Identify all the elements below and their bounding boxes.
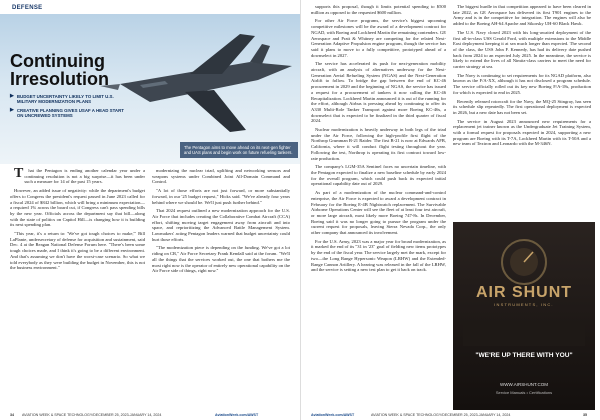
publication-line: AVIATION WEEK & SPACE TECHNOLOGY/DECEMBER 25, 2023-JANUARY 14, 2024 — [22, 413, 162, 417]
article-paragraph: "A lot of those efforts are not just forward, or more substantially forward, in our '25 budget request," Hicks said. "We've already four years behind where we should be. We'll just push further behind." — [152, 188, 290, 205]
article-paragraph: For the U.S. Army, 2023 was a major year for broad modernization, as it marked the end of its "31 in '23" goal of fielding new items prototypes by the end of the fiscal year. The service largely met the mark, except for two—the Long Range Hypersonic Weapon (LRHW) and the Extended-Range Cannon Artillery. A hearing was released in the fall of the LRHW, and the service is setting a new test plan to get it back on track. — [311, 238, 446, 273]
article-paragraph: supports this proposal, though it limits potential spending to $500 million as opposed to the requested $600 million. — [311, 4, 446, 15]
photo-caption: The Pentagon aims to move ahead on its next-gen fighter and UAS plans and begin work on future refueling tankers. — [180, 142, 298, 158]
article-paragraph: As part of a modernization of the nuclear command-and-control enterprise, the Air Force is expected to award a development contract in February for the Boeing E-4B Nightwatch replacement. The Survivable Airborne Operations Center will see the fleet of at least four test aircraft, or more large aircraft, most likely more Boeing 747-8s. In December, Boeing said it was no longer going to pursue the program under the current request for proposals, leaving Sierra Nevada Corp., the only other company that announced its involvement. — [311, 190, 446, 236]
publication-line: AVIATION WEEK & SPACE TECHNOLOGY/DECEMBER 25, 2023-JANUARY 14, 2024 — [371, 413, 511, 417]
article-paragraph: That 2024 request outlined a new modernization approach for the U.S. Air Force that includes creating the Collaborative Combat Aircraft (CCA) effort, shifting moving target engagement away from aircraft and into space, and reprioritizing the Advanced Battle Management System. Lawmakers' acting Pentagon leaders warned that budget uncertainty could hurt those efforts. — [152, 208, 290, 242]
article-column-2 — [152, 168, 290, 408]
article-paragraph: "The modernization piece is depending on the funding. We've got a lot riding on CR," Air Force Secretary Frank Kendall said at the forum. "We'll all the things that the services worked out, the one that bothers me the most right now is the operator of entirely new operational capability on the Air Force side of things, right now." — [152, 245, 290, 274]
deck-bullet — [10, 108, 130, 118]
ad-subbrand: INSTRUMENTS, INC. — [494, 302, 554, 307]
article-column-4 — [453, 4, 591, 219]
article-paragraph: The service has accelerated its push for next-generation mobility aircraft, with an analysis of alternatives underway for the Next-Generation Aerial Refueling System (NGAS) and the Next-Generation Airlift to follow. To bridge the gap between the end of KC-46 procurement in 2029 and the beginning of NGAS, the service has issued a request for a procurement of tankers it now calling the KC-46 Recapitalization. Lockheed Martin announced it is out of the running for the effort, although Airbus is pressing ahead by continuing to offer its A330 Multi-Role Tanker Transport against more Boeing KC-46s, a downselect that is expected to be finalized in the third quarter of fiscal 2024. — [311, 61, 446, 124]
article-paragraph: Recently released rotorcraft for the Navy, the MQ-25 Stingray, has seen its schedule slip repeatedly. The first operational deployment is expected in 2026, but a new date has not been set. — [453, 98, 591, 115]
article-column-3 — [311, 4, 446, 408]
article-paragraph: modernizing the nuclear triad, uplifting and networking sensors and weapons systems under Combined Joint All-Domain Command and Control. — [152, 168, 290, 185]
hero-image — [0, 14, 300, 164]
article-paragraph: The biggest hurdle in that competition appeared to have been cleared in late 2022, as GE Aerospace has delivered its first T901 engines to the Army and is in the competitive for integration. The engines will also be added to the Boeing AH-64 Apache and Sikorsky UH-60 Black Hawk. — [453, 4, 591, 27]
article-paragraph: The Navy is continuing to set requirements for its NGAD platform, also known as the F/A-XX, although it has not disclosed a program schedule. The service officially rolled out its key new Boeing F/A-18s, production for which is expected to end in 2025. — [453, 72, 591, 95]
page-number: 34 — [10, 413, 14, 417]
ad-url-link[interactable]: WWW.AIRSHUNT.COM — [500, 382, 548, 387]
article-paragraph: For other Air Force programs, the service's biggest upcoming competitive milestones will be the award of a development contract for NGAD, with Boeing and Lockheed Martin the remaining contenders. GE Aerospace and Pratt & Whitney are competing for the related Next-Generation Adaptive Propulsion engine program, though the service has said it plans to move to a fully competitive, prototyped ahead of a downselect in 2027. — [311, 18, 446, 58]
article-paragraph: Nuclear modernization is heavily underway in both legs of the triad under the Air Force, following the high-profile first flight of the Northrop Grumman B-21 Raider. The first B-21 is now at Edwards AFB, California, where it will conduct flight testing throughout the year. Following the test, Northrop is operating its first contract toward low-rate production. — [311, 127, 446, 161]
site-link[interactable]: AviationWeek.com/AWST — [215, 413, 259, 417]
right-page — [300, 0, 600, 420]
headline — [10, 52, 109, 88]
article-paragraph: "This year, it's a return to: 'We've got tough choices to make,'" Bill LaPlante, undersecretary of defense for acquisition and sustainment, said Dec. 4 at the Reagan National Defense Forum here. "There's been some tough choices made, and I think it's going to be a different environment. And that's assuming we don't have the worst-case scenario. So what we told everybody as they were building the budget in November, this is not the business environment." — [10, 231, 145, 271]
article-paragraph: However, an added issue of negativity: while the department's budget offers to Congress the president's request passed in June 2023 called for a fiscal 2024 of $842 billion, which will bring a minimum expectation—a required 1% across the board cut, if Congress can't pass spending bills by the new year. Officials across the department say that bill—along with the state of politics on Capitol Hill—is changing how it is building its next spending plan. — [10, 188, 145, 228]
article-paragraph: The U.S. Navy closed 2023 with his long-awaited deployment of the first all-in-class USS Gerald Ford, with multiple extensions to the Middle East deployment keeping it at sea much longer than expected. The second of the class, the USS John F. Kennedy, has had its delivery date pushed back from 2024 to an expected July 2025. In the meantime, the service is likely to extend the lives of all Nimitz-class carriers to meet the need for carrier strategy at sea. — [453, 29, 591, 70]
article-paragraph: The company's LGM-35A Sentinel faces no uncertain timeline, with the Pentagon expected to finalize a new baseline schedule by early 2024 for the overall program, which could push back its expected initial operational capability date out of 2029. — [311, 164, 446, 187]
page-number: 35 — [583, 413, 587, 417]
footer-left — [0, 412, 300, 420]
article-paragraph: That the Pentagon is ending another calendar year under a continuing resolution is not a big surprise—it has been under such a measure for 14 of the past 15 years. — [14, 168, 145, 185]
fighter-tail — [250, 44, 270, 64]
arrow-icon: ▶ — [10, 93, 14, 99]
article-paragraph: The service in August 2023 announced new requirements for a replacement jet trainer known as the Undergraduate Jet Training System, with a formal request for proposals expected in 2024, supporting a new program are Boeing with its T-7A, Lockheed Martin with its T-50A and a new team of Textron and Leonardo with the M-346N. — [453, 118, 591, 147]
deck-bullet-text: CREATIVE PLANNING GIVES USAF A HEAD START ON UNCREWED SYSTEMS — [16, 108, 124, 118]
advertisement[interactable] — [453, 222, 595, 410]
article-column-1 — [10, 168, 145, 408]
fighter-wing-bottom — [185, 90, 246, 132]
headline-line-1: Continuing — [10, 51, 105, 71]
ad-fine-print: Service Manuals • Certifications — [495, 390, 553, 395]
ad-tagline: "WE'RE UP THERE WITH YOU" — [475, 352, 573, 359]
footer-right — [301, 412, 600, 420]
deck-bullet-text: BUDGET UNCERTAINTY LIKELY TO LIMIT U.S. MILITARY MODERNIZATION PLANS — [16, 94, 114, 104]
deck-bullets — [10, 94, 130, 122]
deck-bullet — [10, 94, 130, 104]
headline-line-2: Irresolution — [10, 69, 110, 89]
ad-brand-logo: AIR SHUNT — [475, 284, 573, 301]
section-tag: DEFENSE — [12, 5, 43, 11]
site-link[interactable]: AviationWeek.com/AWST — [311, 413, 355, 417]
arrow-icon: ▶ — [10, 107, 14, 113]
